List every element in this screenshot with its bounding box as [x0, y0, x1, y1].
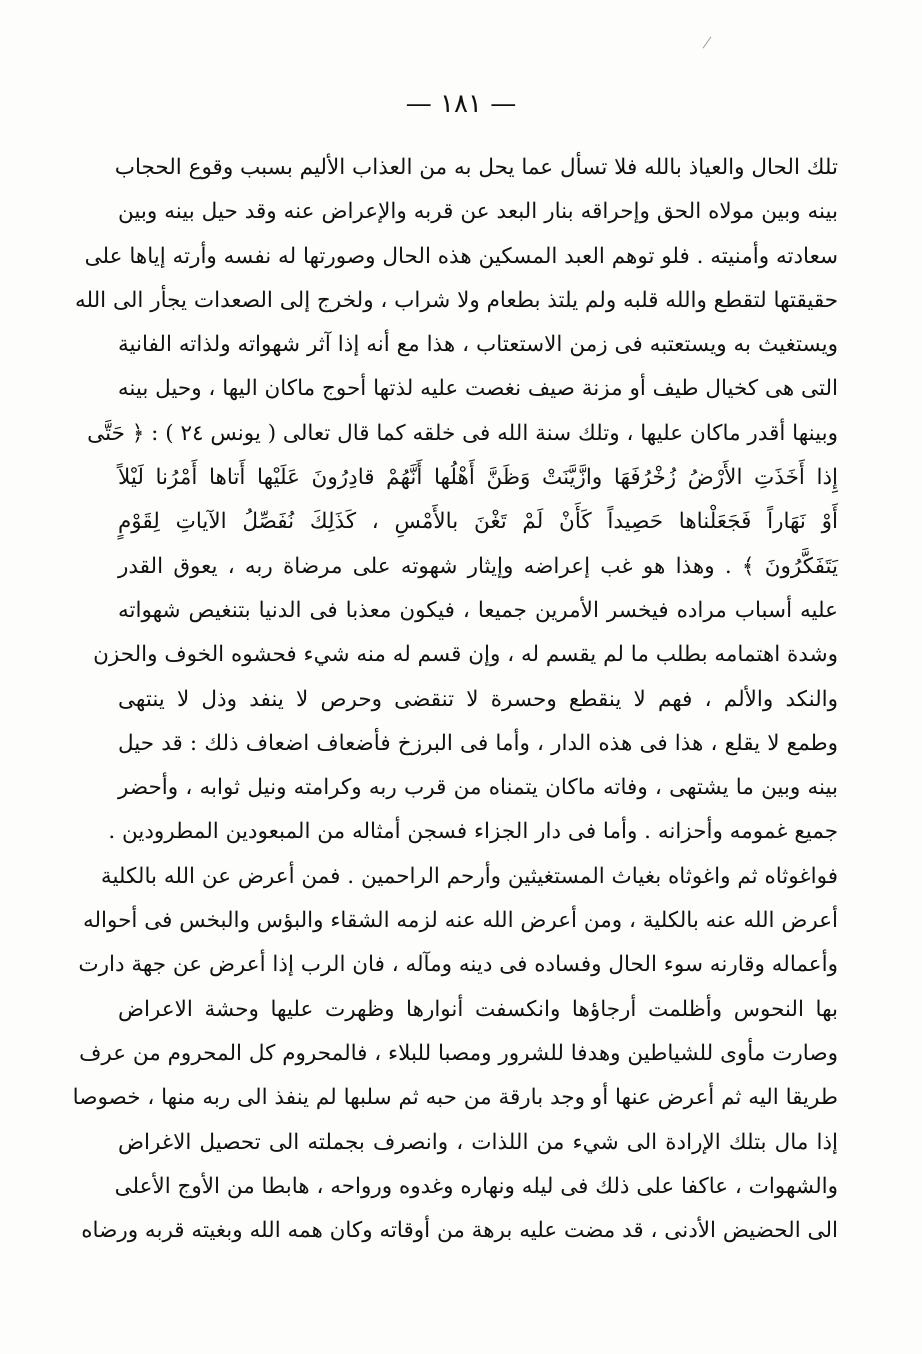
text-line: سعادته وأمنيته . فلو توهم العبد المسكين هذه الحال وصورتها له نفسه وأرته إياها على [84, 243, 838, 269]
text-line: تلك الحال والعياذ بالله فلا تسأل عما يحل به من العذاب الأليم بسبب وقوع الحجاب [114, 155, 838, 180]
text-line: بها النحوس وأظلمت أرجاؤها وانكسفت أنوارها وظهرت عليها وحشة الاعراض [118, 996, 838, 1022]
page-number: — ١٨١ — [405, 89, 517, 119]
text-line: عليه أسباب مراده فيخسر الأمرين جميعا ، فيكون معذبا فى الدنيا بتنغيص شهواته [118, 597, 838, 623]
text-line: إذا مال بتلك الإرادة الى شيء من اللذات ، وانصرف بجملته الى تحصيل الاغراض [118, 1129, 838, 1155]
text-line: وطمع لا يقلع ، هذا فى هذه الدار ، وأما فى البرزخ فأضعاف اضعاف ذلك : قد حيل [118, 730, 838, 756]
text-line: جميع غمومه وأحزانه . وأما فى دار الجزاء فسجن أمثاله من المبعودين المطرودين . [108, 819, 838, 845]
text-line: والنكد والألم ، فهم لا ينقطع وحسرة لا تنقضى وحرص لا ينفد وذل لا ينتهى [118, 686, 838, 712]
body-text [72, 146, 838, 1253]
quran-verse-line: أَوْ نَهَاراً فَجَعَلْناها حَصِيداً كَأَنْ لَمْ تَغْنَ بالأَمْسِ ، كَذَلِكَ نُفَصِّلُ الآياتِ لِقَوْمٍ [118, 509, 838, 535]
quran-verse-line: إِذا أَخَذَتِ الأَرْضُ زُخْرُفَهَا وازَّيَّنَتْ وَظَنَّ أَهْلُها أَنَّهُمْ قادِرُونَ عَلَيْها أَتاها أَمْرُنا لَيْلاً [118, 465, 838, 491]
text-line: التى هى كخيال طيف أو مزنة صيف نغصت عليه لذتها أحوج ماكان اليها ، وحيل بينه [117, 376, 838, 402]
text-line: فواغوثاه ثم واغوثاه بغياث المستغيثين وأرحم الراحمين . فمن أعرض عن الله بالكلية [100, 863, 838, 889]
text-line: الى الحضيض الأدنى ، قد مضت عليه برهة من أوقاته وكان همه الله وبغيته قربه ورضاه [81, 1218, 838, 1244]
text-line: وأعماله وقارنه سوء الحال وفساده فى دينه ومآله ، فان الرب إذا أعرض عن جهة دارت [78, 952, 838, 978]
text-line: أعرض الله عنه بالكلية ، ومن أعرض الله عنه لزمه الشقاء والبؤس والبخس فى أحواله [82, 908, 838, 934]
text-line: ويستغيث به ويستعتبه فى زمن الاستعتاب ، هذا مع أنه إذا آثر شهواته ولذاته الفانية [118, 332, 838, 358]
text-line: وبينها أقدر ماكان عليها ، وتلك سنة الله فى خلقه كما قال تعالى ( يونس ٢٤ ) : ﴿ حَتَّى [87, 420, 838, 446]
text-line: والشهوات ، عاكفا على ذلك فى ليله ونهاره وغدوه ورواحه ، هابطا من الأوج الأعلى [114, 1173, 838, 1199]
ink-mark [703, 36, 712, 48]
text-line: وشدة اهتمامه بطلب ما لم يقسم له ، وإن قسم له منه شيء فحشوه الخوف والحزن [93, 642, 838, 668]
text-line: طريقا اليه ثم أعرض عنها أو وجد بارقة من حبه ثم سلبها لم ينفذ الى ربه منها ، خصوصا [72, 1085, 838, 1111]
text-line: بينه وبين ما يشتهى ، وفاته ماكان يتمناه من قرب ربه وكرامته ونيل ثوابه ، وأحضر [118, 775, 838, 801]
text-line: بينه وبين مولاه الحق وإحراقه بنار البعد عن قربه والإعراض عنه وقد حيل بينه وبين [118, 199, 838, 225]
text-line: وصارت مأوى للشياطين وهدفا للشرور ومصبا للبلاء ، فالمحروم كل المحروم من عرف [79, 1040, 838, 1066]
text-line: يَتَفَكَّرُونَ ﴾ . وهذا هو غب إعراضه وإيثار شهوته على مرضاة ربه ، يعوق القدر [118, 553, 838, 579]
text-line: حقيقتها لتقطع والله قلبه ولم يلتذ بطعام ولا شراب ، ولخرج إلى الصعدات يجأر الى الله [74, 287, 838, 313]
